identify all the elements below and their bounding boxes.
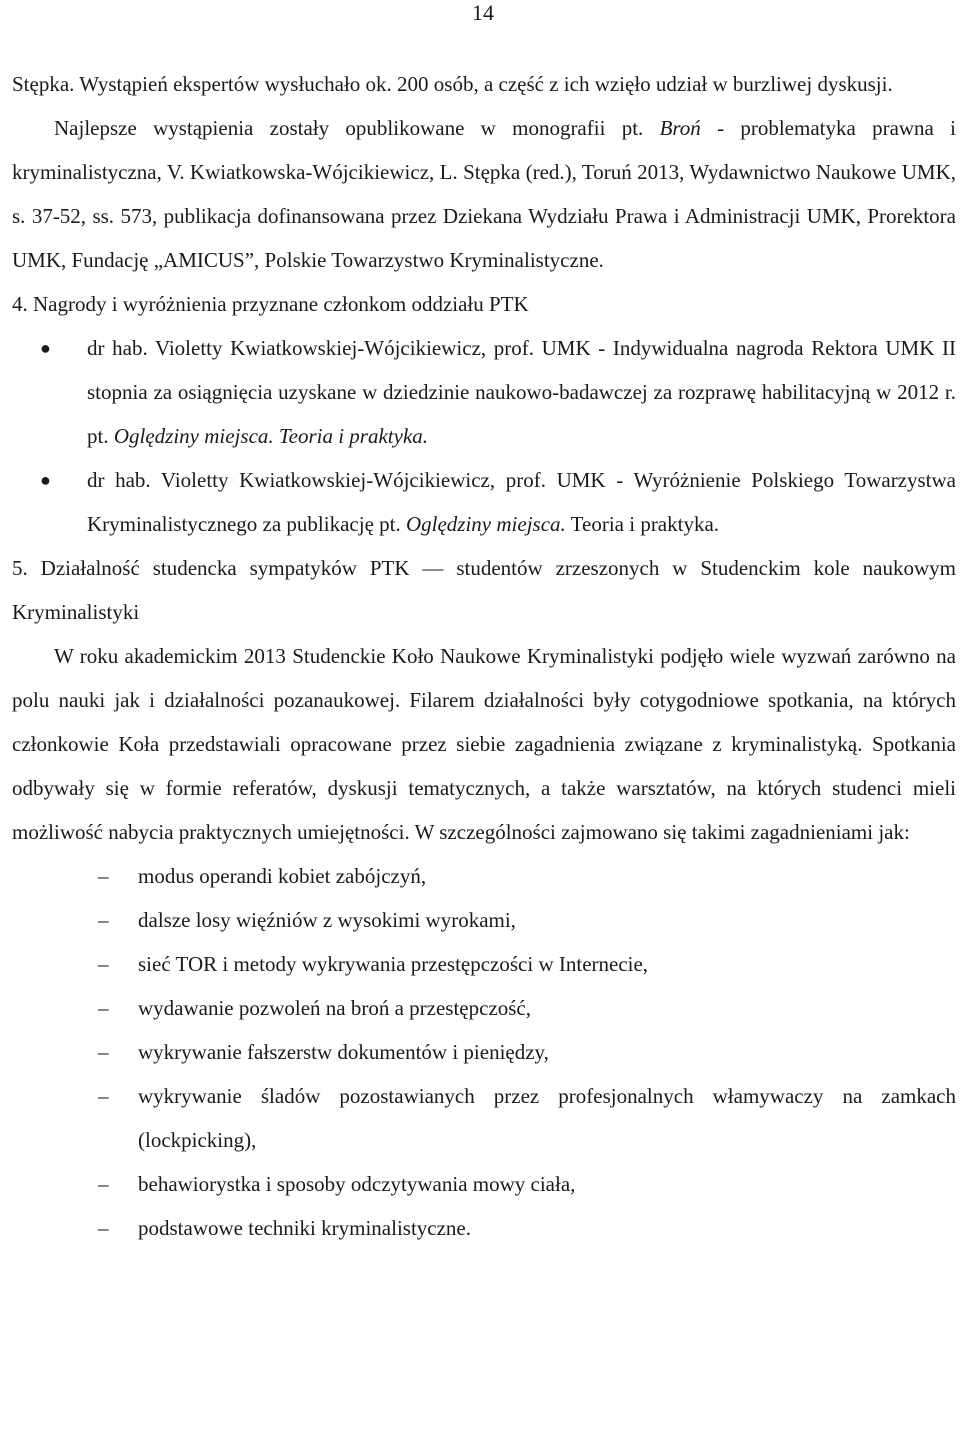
monograph-text-before: Najlepsze wystąpienia zostały opublikowane w monografii pt. (54, 116, 660, 140)
award-text-after: Teoria i praktyka. (565, 512, 720, 536)
dash-icon: – (98, 864, 109, 888)
topic-item (12, 986, 956, 1030)
paragraph-student-activity: W roku akademickim 2013 Studenckie Koło Naukowe Kryminalistyki podjęło wiele wyzwań zarówno na polu nauki jak i działalności pozanaukowej. Filarem działalności były cotygodniowe spotkania, na których członkowie Koła przedstawiali opracowane przez siebie zagadnienia związane z kryminalistyką. Spotkania odbywały się w formie referatów, dyskusji tematycznych, a także warsztatów, na których studenci mieli możliwość nabycia praktycznych umiejętności. W szczególności zajmowano się takimi zagadnieniami jak: (12, 644, 956, 844)
dash-icon: – (98, 1084, 109, 1108)
dash-icon: – (98, 1216, 109, 1240)
topic-text: modus operandi kobiet zabójczyń, (138, 864, 427, 888)
topic-text: podstawowe techniki kryminalistyczne. (138, 1216, 471, 1240)
section-5-heading: 5. Działalność studencka sympatyków PTK — studentów zrzeszonych w Studenckim kole naukowym Kryminalistyki (12, 556, 956, 624)
award-text-before: dr hab. Violetty Kwiatkowskiej-Wójcikiewicz, prof. UMK - Wyróżnienie Polskiego Towarzystwa Kryminalistycznego za publikację pt. (87, 468, 956, 536)
section-4-heading: 4. Nagrody i wyróżnienia przyznane członkom oddziału PTK (12, 292, 529, 316)
page-number: 14 (472, 0, 494, 25)
topics-list (12, 854, 956, 1250)
award-publication-title: Oględziny miejsca. (405, 512, 566, 536)
topic-item (12, 942, 956, 986)
paragraph-seminar-summary: Stępka. Wystąpień ekspertów wysłuchało ok. 200 osób, a część z ich wzięło udział w burzliwej dyskusji. (12, 72, 893, 96)
page-content (12, 62, 956, 1250)
award-item (12, 458, 956, 546)
topic-item (12, 854, 956, 898)
award-text-before: dr hab. Violetty Kwiatkowskiej-Wójcikiewicz, prof. UMK - Indywidualna nagroda Rektora UMK II stopnia za osiągnięcia uzyskane w dziedzinie naukowo-badawczej za rozprawę habilitacyjną w 2012 r. pt. (87, 336, 956, 448)
awards-list (12, 326, 956, 546)
topic-text: wykrywanie śladów pozostawianych przez profesjonalnych włamywaczy na zamkach (lockpicking), (138, 1084, 956, 1152)
dash-icon: – (98, 908, 109, 932)
topic-item (12, 1030, 956, 1074)
award-publication-title: Oględziny miejsca. Teoria i praktyka. (113, 424, 429, 448)
dash-icon: – (98, 1040, 109, 1064)
award-item (12, 326, 956, 458)
dash-icon: – (98, 952, 109, 976)
paragraph-monograph (12, 106, 956, 282)
dash-icon: – (98, 1172, 109, 1196)
topic-item (12, 1162, 956, 1206)
monograph-title: Broń (659, 116, 701, 140)
topic-item (12, 898, 956, 942)
topic-item (12, 1074, 956, 1162)
bullet-icon: ● (40, 338, 51, 358)
dash-icon: – (98, 996, 109, 1020)
monograph-text-after: - problematyka prawna i kryminalistyczna, V. Kwiatkowska-Wójcikiewicz, L. Stępka (red.), Toruń 2013, Wydawnictwo Naukowe UMK, s. 37-52, ss. 573, publikacja dofinansowana przez Dziekana Wydziału Prawa i Administracji UMK, Prorektora UMK, Fundację „AMICUS”, Polskie Towarzystwo Kryminalistyczne. (12, 116, 956, 272)
topic-item (12, 1206, 956, 1250)
topic-text: wydawanie pozwoleń na broń a przestępczość, (138, 996, 532, 1020)
topic-text: wykrywanie fałszerstw dokumentów i pieniędzy, (138, 1040, 549, 1064)
topic-text: sieć TOR i metody wykrywania przestępczości w Internecie, (138, 952, 649, 976)
bullet-icon: ● (40, 470, 51, 490)
topic-text: behawiorystka i sposoby odczytywania mowy ciała, (138, 1172, 576, 1196)
topic-text: dalsze losy więźniów z wysokimi wyrokami, (138, 908, 516, 932)
